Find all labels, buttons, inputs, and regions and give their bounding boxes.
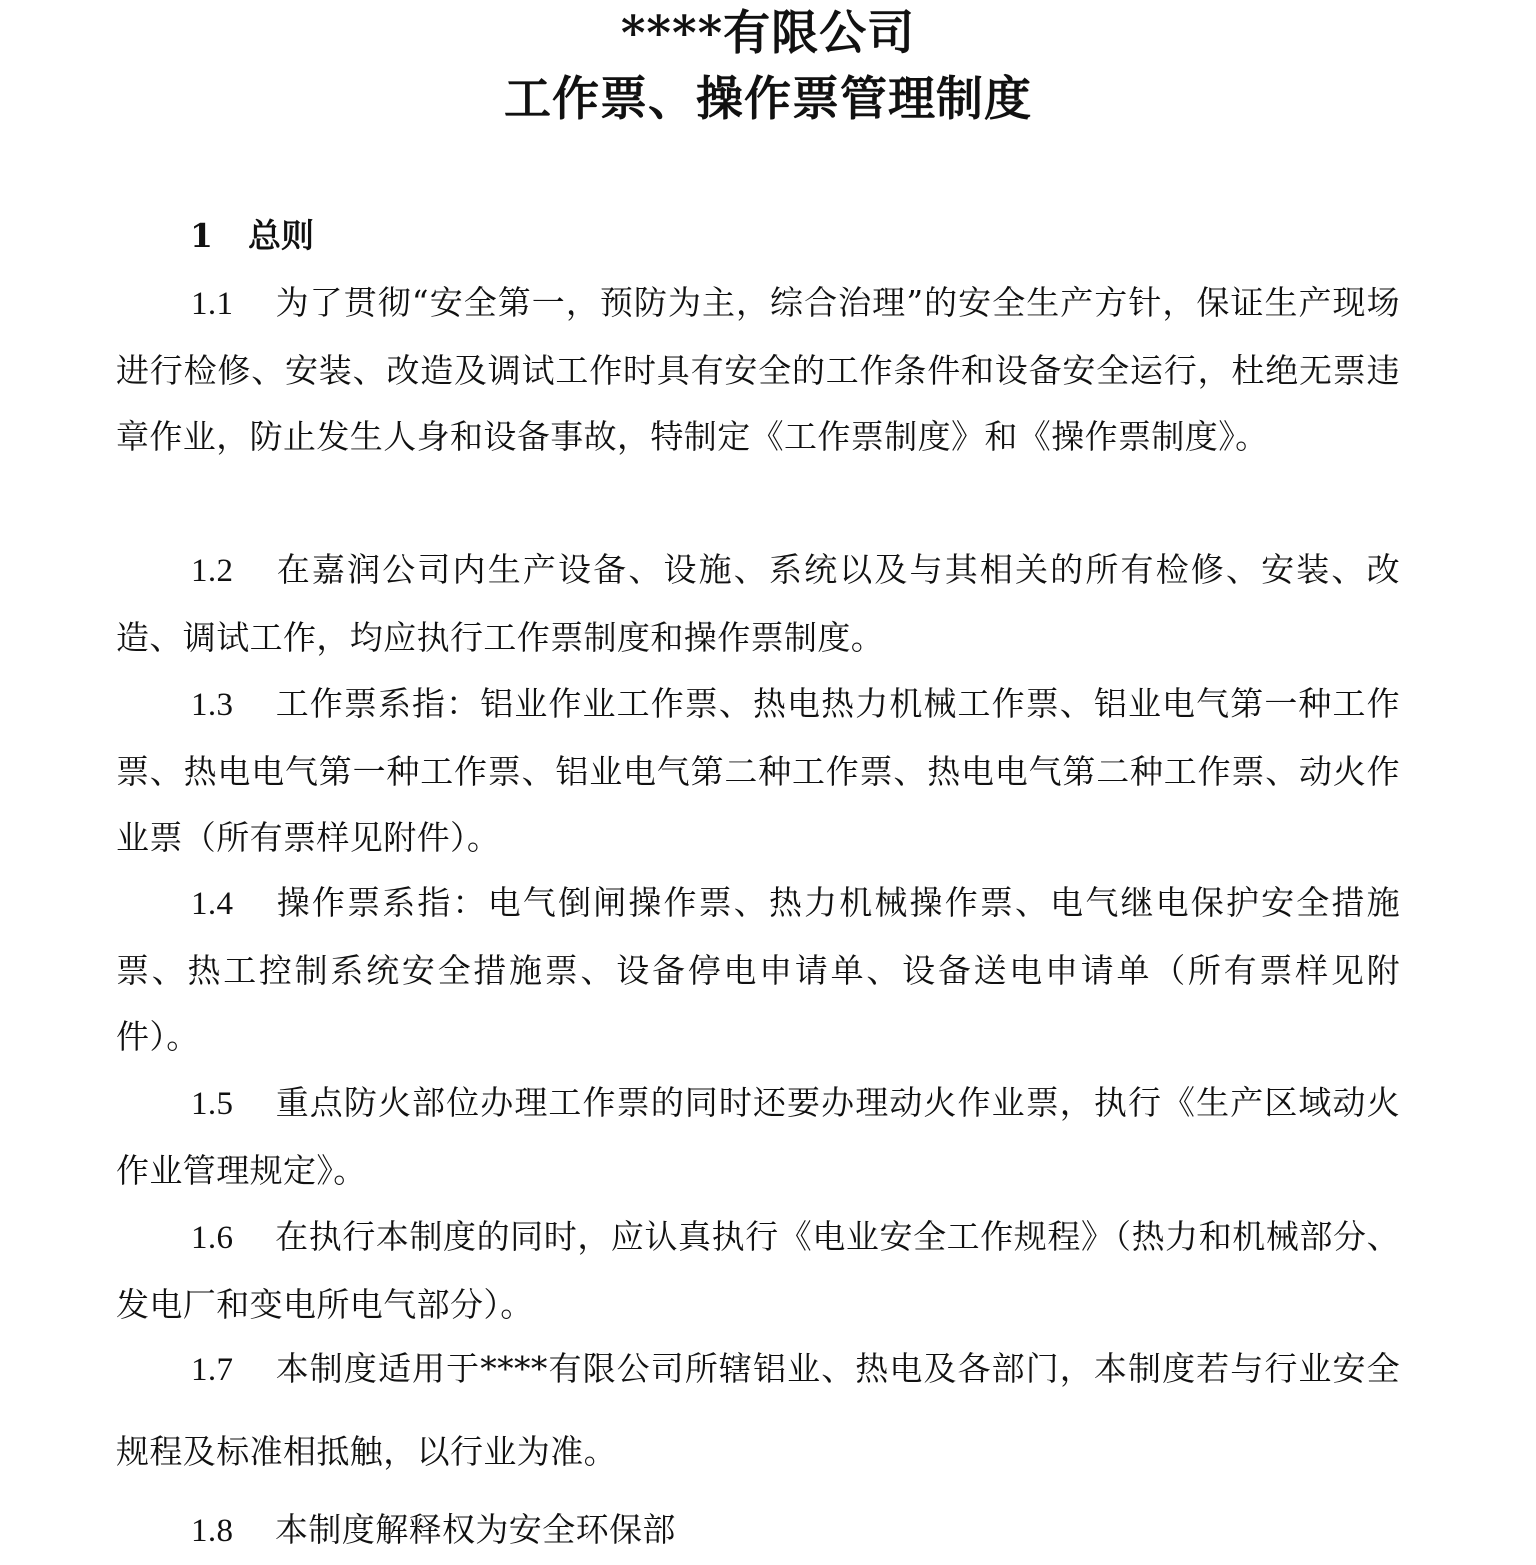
company-title: ****有限公司 — [620, 6, 916, 61]
clause-text: 本制度适用于****有限公司所辖铝业、热电及各部门，本制度若与行业安全规程及标准相抵触，以行业为准。 — [116, 1349, 1400, 1471]
clause-1-1 — [116, 270, 1400, 471]
clause-number: 1.5 — [191, 1086, 234, 1122]
clause-number: 1.2 — [191, 553, 234, 589]
clause-number: 1.6 — [191, 1220, 234, 1256]
section-number: 1 — [190, 216, 213, 255]
clause-number: 1.8 — [191, 1513, 234, 1549]
clause-number: 1.3 — [191, 687, 234, 723]
clause-number: 1.7 — [191, 1352, 234, 1388]
clause-text: 操作票系指：电气倒闸操作票、热力机械操作票、电气继电保护安全措施票、热工控制系统安全措施票、设备停电申请单、设备送电申请单（所有票样见附件）。 — [116, 883, 1400, 1056]
clause-text: 重点防火部位办理工作票的同时还要办理动火作业票，执行《生产区域动火作业管理规定》。 — [116, 1083, 1400, 1190]
clause-1-3 — [116, 671, 1400, 872]
section-title: 总则 — [248, 216, 314, 255]
clause-1-2 — [116, 537, 1400, 671]
clause-1-5 — [116, 1070, 1400, 1204]
section-heading — [190, 212, 314, 260]
clause-text: 在嘉润公司内生产设备、设施、系统以及与其相关的所有检修、安装、改造、调试工作，均应执行工作票制度和操作票制度。 — [116, 550, 1400, 657]
clause-number: 1.4 — [191, 886, 234, 922]
clause-number: 1.1 — [191, 286, 234, 322]
clause-text: 在执行本制度的同时，应认真执行《电业安全工作规程》（热力和机械部分、发电厂和变电所电气部分）。 — [116, 1217, 1400, 1324]
clause-1-8 — [116, 1497, 1400, 1565]
clause-text: 本制度解释权为安全环保部 — [275, 1510, 676, 1549]
document-title: 工作票、操作票管理制度 — [504, 72, 1032, 127]
clause-text: 工作票系指：铝业作业工作票、热电热力机械工作票、铝业电气第一种工作票、热电电气第一种工作票、铝业电气第二种工作票、热电电气第二种工作票、动火作业票（所有票样见附件）。 — [116, 684, 1400, 857]
clause-text: 为了贯彻“安全第一，预防为主，综合治理”的安全生产方针，保证生产现场进行检修、安装、改造及调试工作时具有安全的工作条件和设备安全运行，杜绝无票违章作业，防止发生人身和设备事故，特制定《工作票制度》和《操作票制度》。 — [116, 283, 1400, 456]
clause-1-4 — [116, 870, 1400, 1071]
clause-1-7 — [116, 1328, 1400, 1493]
clause-1-6 — [116, 1204, 1400, 1338]
